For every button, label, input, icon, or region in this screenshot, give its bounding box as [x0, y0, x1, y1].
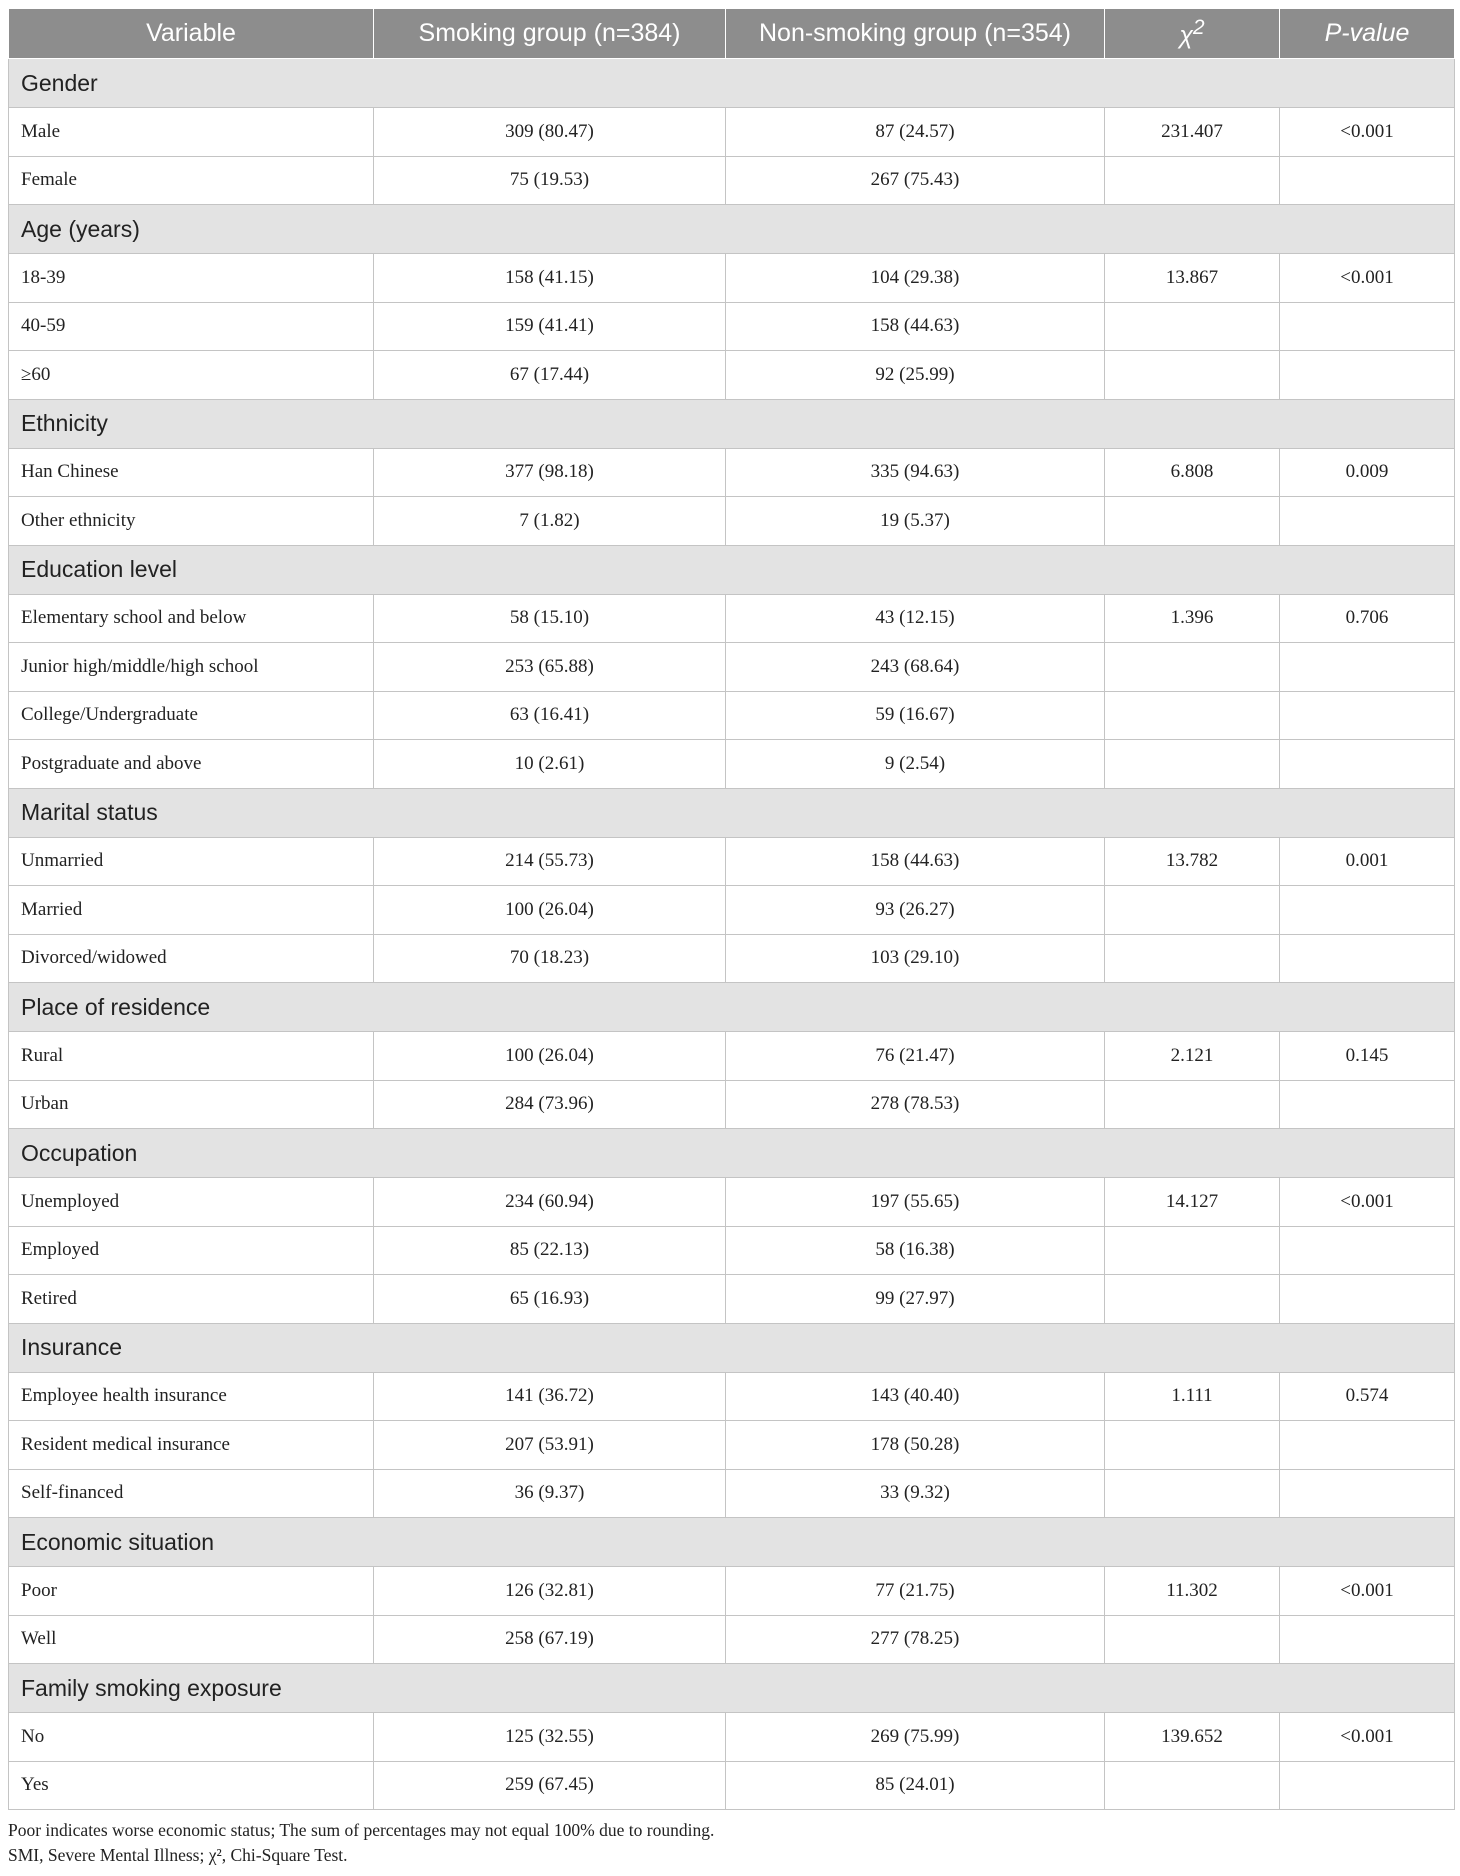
smoking-value: 158 (41.15) [374, 254, 726, 303]
header-variable: Variable [9, 9, 374, 59]
row-label: Self-financed [9, 1469, 374, 1518]
p-value [1280, 886, 1455, 935]
table-row [9, 1080, 1455, 1129]
table-row [9, 254, 1455, 303]
chi-square-value: 231.407 [1105, 108, 1280, 157]
smoking-value: 125 (32.55) [374, 1713, 726, 1762]
table-row [9, 1469, 1455, 1518]
section-title: Marital status [9, 788, 1455, 837]
row-label: Other ethnicity [9, 497, 374, 546]
section-row [9, 205, 1455, 254]
smoking-value: 377 (98.18) [374, 448, 726, 497]
table-row [9, 1615, 1455, 1664]
header-non-smoking-group: Non-smoking group (n=354) [726, 9, 1105, 59]
smoking-value: 10 (2.61) [374, 740, 726, 789]
chi-square-value [1105, 886, 1280, 935]
chi-square-value: 1.111 [1105, 1372, 1280, 1421]
p-value [1280, 740, 1455, 789]
p-value: 0.009 [1280, 448, 1455, 497]
chi-superscript: 2 [1193, 16, 1205, 40]
non-smoking-value: 335 (94.63) [726, 448, 1105, 497]
chi-square-value: 139.652 [1105, 1713, 1280, 1762]
table-row [9, 691, 1455, 740]
non-smoking-value: 92 (25.99) [726, 351, 1105, 400]
chi-square-value [1105, 740, 1280, 789]
p-value: 0.574 [1280, 1372, 1455, 1421]
smoking-value: 284 (73.96) [374, 1080, 726, 1129]
non-smoking-value: 93 (26.27) [726, 886, 1105, 935]
chi-square-value [1105, 1226, 1280, 1275]
smoking-value: 65 (16.93) [374, 1275, 726, 1324]
header-chi-square [1105, 9, 1280, 59]
section-title: Ethnicity [9, 399, 1455, 448]
smoking-value: 75 (19.53) [374, 156, 726, 205]
p-value [1280, 691, 1455, 740]
section-title: Occupation [9, 1129, 1455, 1178]
non-smoking-value: 103 (29.10) [726, 934, 1105, 983]
p-value: <0.001 [1280, 1178, 1455, 1227]
smoking-value: 207 (53.91) [374, 1421, 726, 1470]
smoking-value: 100 (26.04) [374, 886, 726, 935]
row-label: Employee health insurance [9, 1372, 374, 1421]
p-value: 0.001 [1280, 837, 1455, 886]
smoking-value: 159 (41.41) [374, 302, 726, 351]
non-smoking-value: 76 (21.47) [726, 1032, 1105, 1081]
row-label: College/Undergraduate [9, 691, 374, 740]
row-label: Unemployed [9, 1178, 374, 1227]
table-container [8, 8, 1454, 1810]
table-notes [8, 1818, 714, 1868]
non-smoking-value: 269 (75.99) [726, 1713, 1105, 1762]
section-title: Education level [9, 545, 1455, 594]
note-line-1: Poor indicates worse economic status; The sum of percentages may not equal 100% due to rounding. [8, 1820, 715, 1840]
section-row [9, 399, 1455, 448]
table-row [9, 837, 1455, 886]
row-label: Yes [9, 1761, 374, 1810]
smoking-value: 258 (67.19) [374, 1615, 726, 1664]
note-line-2: SMI, Severe Mental Illness; χ², Chi-Square Test. [8, 1845, 348, 1865]
chi-square-value: 2.121 [1105, 1032, 1280, 1081]
non-smoking-value: 178 (50.28) [726, 1421, 1105, 1470]
smoking-value: 234 (60.94) [374, 1178, 726, 1227]
row-label: Female [9, 156, 374, 205]
section-row [9, 788, 1455, 837]
table-row [9, 643, 1455, 692]
table-row [9, 740, 1455, 789]
table-row [9, 1761, 1455, 1810]
p-value [1280, 1421, 1455, 1470]
chi-square-value: 11.302 [1105, 1567, 1280, 1616]
smoking-value: 126 (32.81) [374, 1567, 726, 1616]
section-row [9, 1323, 1455, 1372]
smoking-value: 85 (22.13) [374, 1226, 726, 1275]
table-body [9, 59, 1455, 1810]
section-row [9, 1129, 1455, 1178]
chi-square-value [1105, 1421, 1280, 1470]
smoking-value: 253 (65.88) [374, 643, 726, 692]
non-smoking-value: 59 (16.67) [726, 691, 1105, 740]
chi-square-value: 14.127 [1105, 1178, 1280, 1227]
chi-square-value [1105, 1080, 1280, 1129]
row-label: Elementary school and below [9, 594, 374, 643]
p-value: 0.706 [1280, 594, 1455, 643]
non-smoking-value: 58 (16.38) [726, 1226, 1105, 1275]
non-smoking-value: 277 (78.25) [726, 1615, 1105, 1664]
chi-square-value [1105, 1761, 1280, 1810]
non-smoking-value: 87 (24.57) [726, 108, 1105, 157]
non-smoking-value: 197 (55.65) [726, 1178, 1105, 1227]
table-row [9, 1567, 1455, 1616]
smoking-value: 7 (1.82) [374, 497, 726, 546]
p-value [1280, 934, 1455, 983]
header-smoking-group: Smoking group (n=384) [374, 9, 726, 59]
non-smoking-value: 33 (9.32) [726, 1469, 1105, 1518]
non-smoking-value: 9 (2.54) [726, 740, 1105, 789]
section-row [9, 1518, 1455, 1567]
row-label: Urban [9, 1080, 374, 1129]
p-value [1280, 1080, 1455, 1129]
non-smoking-value: 104 (29.38) [726, 254, 1105, 303]
table-row [9, 448, 1455, 497]
chi-square-value [1105, 643, 1280, 692]
table-row [9, 1032, 1455, 1081]
row-label: Junior high/middle/high school [9, 643, 374, 692]
p-value: <0.001 [1280, 254, 1455, 303]
non-smoking-value: 243 (68.64) [726, 643, 1105, 692]
table-row [9, 108, 1455, 157]
non-smoking-value: 158 (44.63) [726, 302, 1105, 351]
table-row [9, 1275, 1455, 1324]
non-smoking-value: 278 (78.53) [726, 1080, 1105, 1129]
table-row [9, 302, 1455, 351]
non-smoking-value: 43 (12.15) [726, 594, 1105, 643]
smoking-value: 309 (80.47) [374, 108, 726, 157]
p-value [1280, 1226, 1455, 1275]
non-smoking-value: 77 (21.75) [726, 1567, 1105, 1616]
chi-square-value [1105, 934, 1280, 983]
chi-square-value [1105, 1275, 1280, 1324]
table-row [9, 497, 1455, 546]
chi-square-value [1105, 156, 1280, 205]
smoking-value: 70 (18.23) [374, 934, 726, 983]
characteristics-table [8, 8, 1455, 1810]
chi-square-value [1105, 302, 1280, 351]
p-value [1280, 1615, 1455, 1664]
row-label: Han Chinese [9, 448, 374, 497]
chi-square-value [1105, 1615, 1280, 1664]
chi-square-value: 13.867 [1105, 254, 1280, 303]
table-row [9, 156, 1455, 205]
chi-square-value [1105, 1469, 1280, 1518]
smoking-value: 214 (55.73) [374, 837, 726, 886]
p-value [1280, 1469, 1455, 1518]
non-smoking-value: 99 (27.97) [726, 1275, 1105, 1324]
row-label: ≥60 [9, 351, 374, 400]
header-p-value: P-value [1280, 9, 1455, 59]
section-title: Family smoking exposure [9, 1664, 1455, 1713]
row-label: Unmarried [9, 837, 374, 886]
smoking-value: 58 (15.10) [374, 594, 726, 643]
section-title: Age (years) [9, 205, 1455, 254]
smoking-value: 67 (17.44) [374, 351, 726, 400]
header-row [9, 9, 1455, 59]
p-value [1280, 351, 1455, 400]
p-value [1280, 1275, 1455, 1324]
row-label: 40-59 [9, 302, 374, 351]
section-title: Insurance [9, 1323, 1455, 1372]
row-label: 18-39 [9, 254, 374, 303]
row-label: No [9, 1713, 374, 1762]
row-label: Married [9, 886, 374, 935]
non-smoking-value: 158 (44.63) [726, 837, 1105, 886]
non-smoking-value: 143 (40.40) [726, 1372, 1105, 1421]
smoking-value: 100 (26.04) [374, 1032, 726, 1081]
row-label: Well [9, 1615, 374, 1664]
chi-square-value [1105, 497, 1280, 546]
table-row [9, 886, 1455, 935]
p-value [1280, 1761, 1455, 1810]
p-value: 0.145 [1280, 1032, 1455, 1081]
p-value [1280, 302, 1455, 351]
section-row [9, 545, 1455, 594]
section-title: Gender [9, 59, 1455, 108]
table-row [9, 1713, 1455, 1762]
row-label: Resident medical insurance [9, 1421, 374, 1470]
section-row [9, 1664, 1455, 1713]
smoking-value: 63 (16.41) [374, 691, 726, 740]
p-value: <0.001 [1280, 108, 1455, 157]
section-title: Place of residence [9, 983, 1455, 1032]
p-value [1280, 643, 1455, 692]
non-smoking-value: 267 (75.43) [726, 156, 1105, 205]
row-label: Rural [9, 1032, 374, 1081]
table-row [9, 351, 1455, 400]
section-title: Economic situation [9, 1518, 1455, 1567]
chi-symbol: χ [1179, 21, 1194, 50]
non-smoking-value: 85 (24.01) [726, 1761, 1105, 1810]
row-label: Postgraduate and above [9, 740, 374, 789]
smoking-value: 259 (67.45) [374, 1761, 726, 1810]
smoking-value: 36 (9.37) [374, 1469, 726, 1518]
table-row [9, 1421, 1455, 1470]
chi-square-value [1105, 351, 1280, 400]
row-label: Poor [9, 1567, 374, 1616]
table-row [9, 1226, 1455, 1275]
table-row [9, 1372, 1455, 1421]
p-value: <0.001 [1280, 1713, 1455, 1762]
p-value: <0.001 [1280, 1567, 1455, 1616]
row-label: Employed [9, 1226, 374, 1275]
non-smoking-value: 19 (5.37) [726, 497, 1105, 546]
row-label: Retired [9, 1275, 374, 1324]
p-value [1280, 497, 1455, 546]
chi-square-value [1105, 691, 1280, 740]
row-label: Divorced/widowed [9, 934, 374, 983]
chi-square-value: 6.808 [1105, 448, 1280, 497]
chi-square-value: 13.782 [1105, 837, 1280, 886]
row-label: Male [9, 108, 374, 157]
table-row [9, 934, 1455, 983]
section-row [9, 983, 1455, 1032]
chi-square-value: 1.396 [1105, 594, 1280, 643]
p-value [1280, 156, 1455, 205]
table-row [9, 594, 1455, 643]
smoking-value: 141 (36.72) [374, 1372, 726, 1421]
section-row [9, 59, 1455, 108]
table-row [9, 1178, 1455, 1227]
